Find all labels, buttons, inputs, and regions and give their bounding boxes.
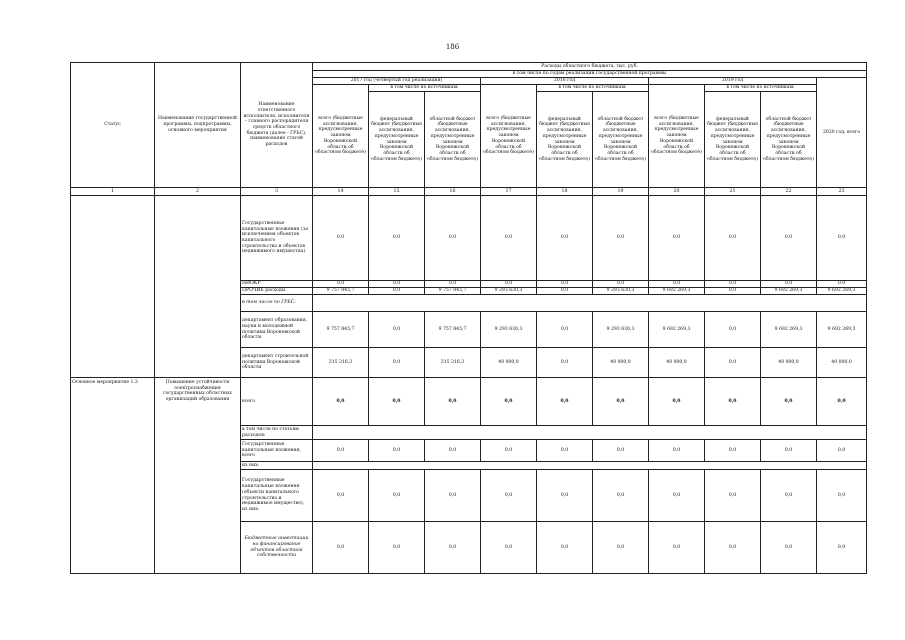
cell-value: 9 293 630,3 — [481, 312, 537, 348]
cell-value: 0,0 — [537, 312, 593, 348]
cell-value: 0,0 — [481, 522, 537, 574]
column-number: 2 — [155, 188, 241, 196]
cell-value: 9 692 269,3 — [817, 312, 867, 348]
cell-value: 9 757 845,7 — [425, 312, 481, 348]
cell-value: 0,0 — [537, 288, 593, 295]
cell-value: 9 293 630,3 — [593, 312, 649, 348]
cell-value: 9 692 269,3 — [649, 288, 705, 295]
cell-value: 0,0 — [761, 196, 817, 281]
cell-value: 40 000,0 — [817, 348, 867, 378]
cell-value: 0,0 — [817, 281, 867, 288]
cell-value: 0,0 — [537, 281, 593, 288]
cell-value: 0,0 — [537, 378, 593, 426]
cell-value: 0,0 — [369, 312, 425, 348]
cell-value: 0,0 — [593, 522, 649, 574]
column-number: 1 — [71, 188, 155, 196]
cell-value: 0,0 — [425, 470, 481, 522]
status-cell-empty — [71, 196, 155, 378]
cell-value: 0,0 — [313, 522, 369, 574]
cell-value: 0,0 — [649, 196, 705, 281]
row-label: департамент строительной политики Воронежской области — [241, 348, 313, 378]
column-number: 20 — [649, 188, 705, 196]
cell-value: 0,0 — [313, 196, 369, 281]
cell-value: 0,0 — [537, 522, 593, 574]
cell-value: 0,0 — [817, 196, 867, 281]
cell-value: 0,0 — [481, 440, 537, 462]
cell-value: 0,0 — [313, 440, 369, 462]
cell-value: 0,0 — [425, 440, 481, 462]
row-label: Государственные капитальные вложения (объекты капитального строительства и недвижимое имущество), из них: — [241, 470, 313, 522]
row-label: из них: — [241, 462, 313, 470]
cell-value: 40 000,0 — [649, 348, 705, 378]
cell-value: 0,0 — [369, 348, 425, 378]
cell-value: 40 000,0 — [481, 348, 537, 378]
row-label: Государственные капитальные вложения, всего — [241, 440, 313, 462]
table-row — [71, 378, 867, 426]
header-year-2017: 2017 год (четвертый год реализации) — [313, 78, 481, 85]
header-2019-federal: федеральный бюджет (бюджетные ассигнования, предусмотренные законом Воронежской области об областном бюджете) — [705, 92, 761, 188]
cell-value: 0,0 — [481, 470, 537, 522]
cell-value: 40 000,0 — [761, 348, 817, 378]
cell-value: 9 757 845,7 — [313, 288, 369, 295]
cell-value: 0,0 — [369, 281, 425, 288]
cell-value: 0,0 — [649, 281, 705, 288]
cell-value: 0,0 — [761, 522, 817, 574]
cell-value: 0,0 — [369, 522, 425, 574]
column-number: 14 — [313, 188, 369, 196]
cell-value: 0,0 — [761, 440, 817, 462]
cell-value: 0,0 — [817, 378, 867, 426]
header-2019-sources: в том числе по источникам: — [705, 85, 817, 92]
row-label: в том числе по ГРБС: — [241, 295, 313, 312]
header-year-2019: 2019 год — [649, 78, 817, 85]
cell-value: 0,0 — [481, 378, 537, 426]
column-number: 15 — [369, 188, 425, 196]
page-number: 186 — [445, 43, 460, 51]
budget-table — [70, 62, 867, 574]
header-2018-sources: в том числе по источникам: — [537, 85, 649, 92]
cell-value: 9 692 269,3 — [649, 312, 705, 348]
column-number: 22 — [761, 188, 817, 196]
cell-value: 9 293 630,3 — [593, 288, 649, 295]
header-year-2018: 2018 год — [481, 78, 649, 85]
header-status: Статус — [71, 63, 155, 188]
column-numbers-row — [71, 188, 867, 196]
header-2019-regional: областной бюджет (бюджетные ассигнования, предусмотренные законом Воронежской области об областном бюджете) — [761, 92, 817, 188]
column-number: 16 — [425, 188, 481, 196]
cell-value: 40 000,0 — [593, 348, 649, 378]
row-label: всего — [241, 378, 313, 426]
cell-value: 0,0 — [593, 281, 649, 288]
cell-value: 0,0 — [369, 378, 425, 426]
cell-empty — [313, 426, 867, 440]
cell-value: 0,0 — [705, 522, 761, 574]
cell-value: 0,0 — [705, 470, 761, 522]
cell-value: 9 293 630,3 — [481, 288, 537, 295]
cell-value: 0,0 — [817, 522, 867, 574]
cell-value: 0,0 — [593, 378, 649, 426]
cell-value: 0,0 — [593, 440, 649, 462]
cell-value: 0,0 — [649, 378, 705, 426]
cell-value: 0,0 — [537, 196, 593, 281]
cell-value: 0,0 — [817, 440, 867, 462]
cell-value: 0,0 — [313, 281, 369, 288]
cell-value: 0,0 — [761, 378, 817, 426]
header-by-years: в том числе по годам реализации государственной программы — [313, 71, 867, 78]
column-number: 3 — [241, 188, 313, 196]
cell-value: 0,0 — [425, 196, 481, 281]
cell-value: 0,0 — [537, 348, 593, 378]
column-number: 18 — [537, 188, 593, 196]
cell-value: 0,0 — [313, 470, 369, 522]
cell-value: 9 692 269,3 — [817, 288, 867, 295]
header-name: Наименование государственной программы, подпрограммы, основного мероприятия — [155, 63, 241, 188]
cell-value: 0,0 — [369, 288, 425, 295]
header-2020-total: 2020 год, всего — [817, 78, 867, 188]
row-label: Государственные капитальные вложения (за исключением объектов капитального строительства и объектов недвижимого имущества) — [241, 196, 313, 281]
header-2018-regional: областной бюджет (бюджетные ассигнования, предусмотренные законом Воронежской области об областном бюджете) — [593, 92, 649, 188]
cell-value: 315 316,3 — [425, 348, 481, 378]
cell-value: 0,0 — [705, 348, 761, 378]
cell-value: 0,0 — [593, 470, 649, 522]
cell-value: 0,0 — [313, 378, 369, 426]
header-2017-sources: в том числе по источникам: — [369, 85, 481, 92]
cell-value: 0,0 — [369, 196, 425, 281]
cell-value: 0,0 — [537, 470, 593, 522]
column-number: 21 — [705, 188, 761, 196]
cell-empty — [313, 295, 867, 312]
cell-value: 0,0 — [705, 312, 761, 348]
cell-value: 0,0 — [481, 196, 537, 281]
name-cell-empty — [155, 196, 241, 378]
cell-value: 0,0 — [425, 281, 481, 288]
header-2018-total: всего (бюджетные ассигнования, предусмотренные законом Воронежской области об областном бюджете) — [481, 85, 537, 188]
header-2017-federal: федеральный бюджет (бюджетные ассигнования, предусмотренные законом Воронежской области об областном бюджете) — [369, 92, 425, 188]
header-2018-federal: федеральный бюджет (бюджетные ассигнования, предусмотренные законом Воронежской области об областном бюджете) — [537, 92, 593, 188]
cell-value: 0,0 — [705, 288, 761, 295]
event-status: Основное мероприятие 1.3 — [71, 378, 155, 574]
cell-value: 0,0 — [649, 440, 705, 462]
header-budget-title: Расходы областного бюджета, тыс. руб. — [313, 63, 867, 71]
cell-value: 0,0 — [705, 440, 761, 462]
column-number: 17 — [481, 188, 537, 196]
cell-value: 9 692 269,3 — [761, 312, 817, 348]
row-label: департамент образования, науки и молодежной политики Воронежской области — [241, 312, 313, 348]
cell-value: 315 316,3 — [313, 348, 369, 378]
column-number: 23 — [817, 188, 867, 196]
cell-value: 9 692 269,3 — [761, 288, 817, 295]
cell-value: 0,0 — [593, 196, 649, 281]
cell-value: 0,0 — [705, 196, 761, 281]
row-label: Бюджетные инвестиции на финансирование объектов областной собственности — [241, 522, 313, 574]
header-2019-total: всего (бюджетные ассигнования, предусмотренные законом Воронежской области об областном бюджете) — [649, 85, 705, 188]
cell-value: 0,0 — [425, 378, 481, 426]
column-number: 19 — [593, 188, 649, 196]
cell-value: 0,0 — [369, 470, 425, 522]
row-label: в том числе по статьям расходов: — [241, 426, 313, 440]
cell-empty — [313, 462, 867, 470]
header-2017-total: всего (бюджетные ассигнования, предусмотренные законом Воронежской области об областном бюджете) — [313, 85, 369, 188]
event-name: Повышение устойчивости электроснабжения государственных областных организаций образования — [155, 378, 241, 574]
cell-value: 9 757 845,7 — [313, 312, 369, 348]
cell-value: 0,0 — [537, 440, 593, 462]
cell-value: 0,0 — [649, 470, 705, 522]
row-label: ПРОЧИЕ расходы — [241, 288, 313, 295]
cell-value: 0,0 — [817, 470, 867, 522]
cell-value: 0,0 — [425, 522, 481, 574]
header-executor: Наименование ответственного исполнителя, исполнителя – главного распорядителя средств областного бюджета (далее - ГРБС), наименование статей расходов — [241, 63, 313, 188]
cell-value: 0,0 — [481, 281, 537, 288]
cell-value: 0,0 — [705, 378, 761, 426]
cell-value: 0,0 — [761, 470, 817, 522]
cell-value: 0,0 — [761, 281, 817, 288]
cell-value: 0,0 — [705, 281, 761, 288]
cell-value: 9 757 845,7 — [425, 288, 481, 295]
table-row — [71, 196, 867, 281]
cell-value: 0,0 — [649, 522, 705, 574]
header-2017-regional: областной бюджет (бюджетные ассигнования, предусмотренные законом Воронежской области об областном бюджете) — [425, 92, 481, 188]
row-label: НИОКР — [241, 281, 313, 288]
cell-value: 0,0 — [369, 440, 425, 462]
